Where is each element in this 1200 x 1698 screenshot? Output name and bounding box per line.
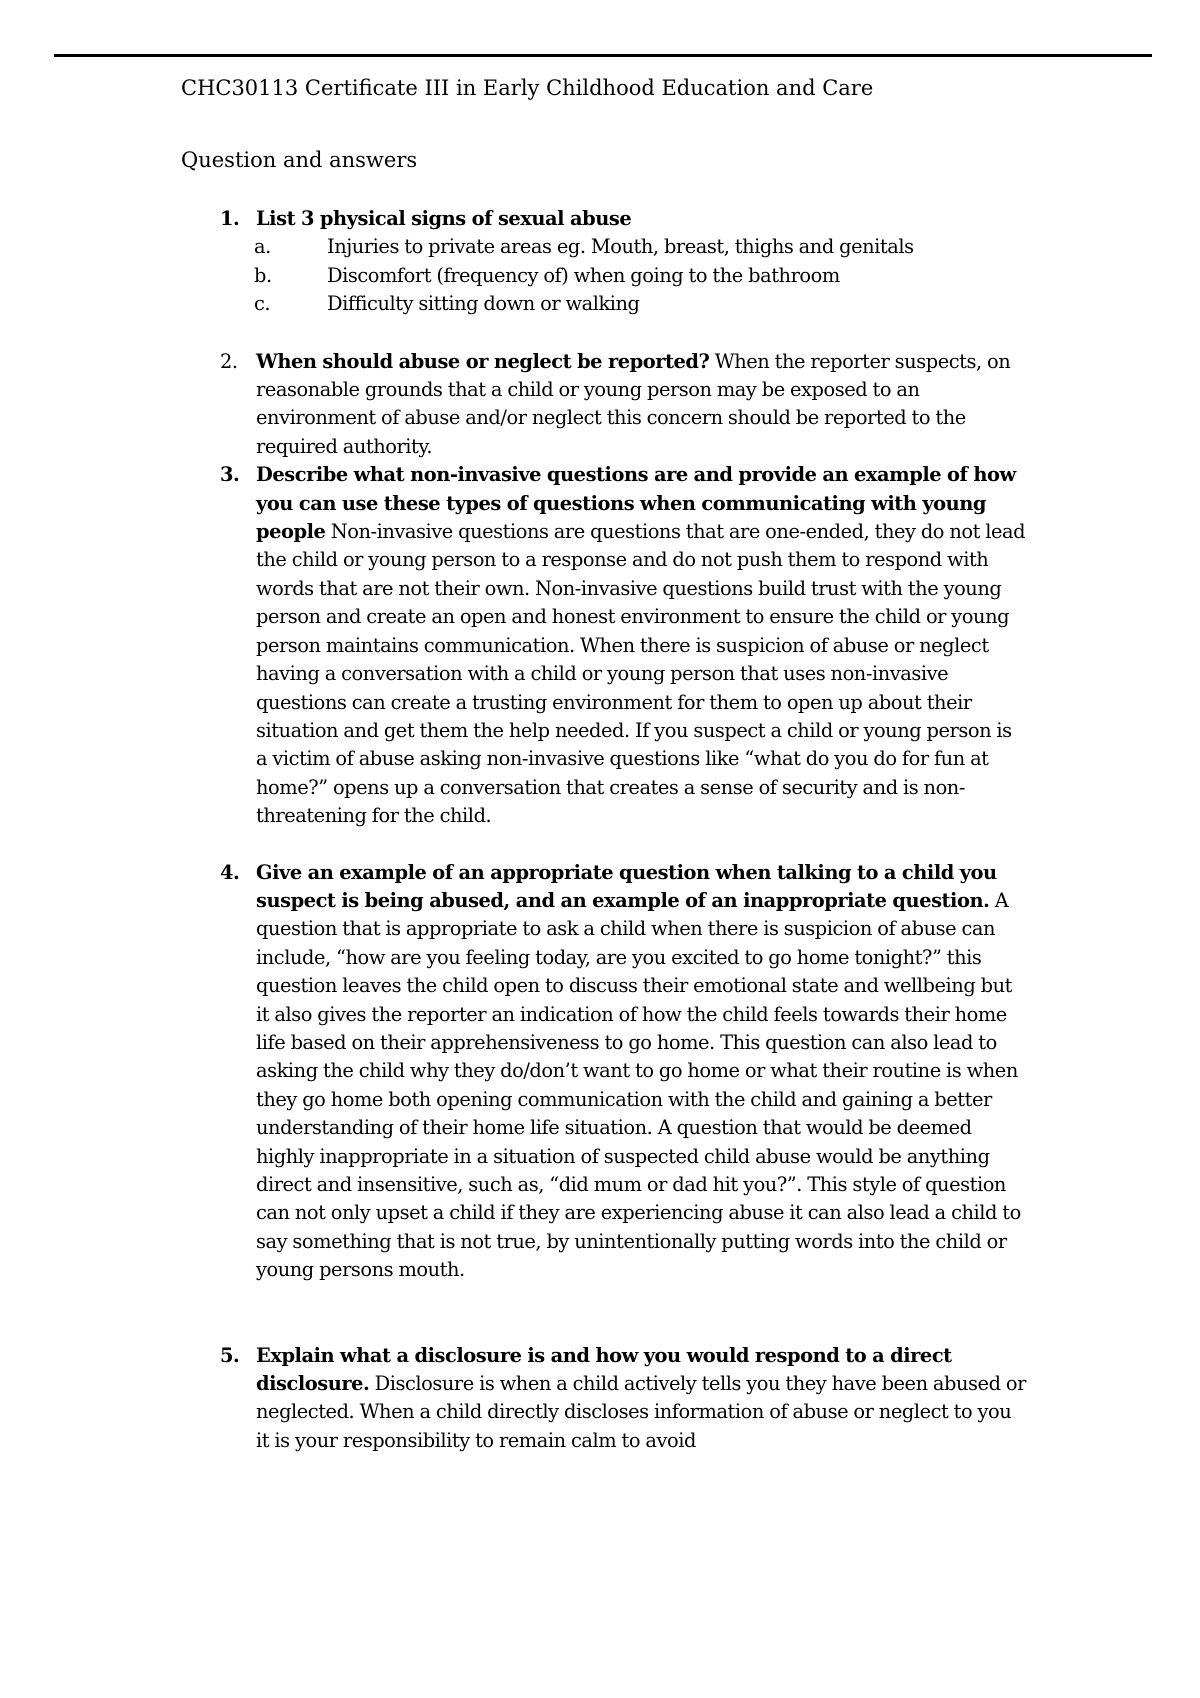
questions-list	[0, 205, 1200, 1455]
list-item-letter: a.	[254, 235, 271, 259]
header-rule	[54, 54, 1152, 57]
question-number: 1.	[220, 207, 240, 230]
question-text	[256, 461, 1026, 830]
question-heading: List 3 physical signs of sexual abuse	[256, 207, 632, 230]
question-text	[256, 205, 1026, 233]
answer-text: Non-invasive questions are questions that are one-ended, they do not lead the child or young person to a response and do not push them to respond with words that are not their own. Non-invasive questions build trust with the young person and create an open and honest environment to ensure the child or young person maintains communication. When there is suspicion of abuse or neglect having a conversation with a child or young person that uses non-invasive questions can create a trusting environment for them to open up about their situation and get them the help needed. If you suspect a child or young person is a victim of abuse asking non-invasive questions like “what do you do for fun at home?” opens up a conversation that creates a sense of security and is non-threatening for the child.	[256, 520, 1026, 828]
question-text	[256, 859, 1026, 1285]
list-item	[254, 290, 1026, 318]
question-item-3	[0, 461, 1026, 830]
document-title: CHC30113 Certificate III in Early Childhood Education and Care	[181, 76, 874, 100]
question-item-4	[0, 859, 1026, 1285]
question-number: 2.	[220, 349, 238, 373]
document-subtitle: Question and answers	[181, 148, 418, 172]
list-item	[254, 262, 1026, 290]
list-item-text: Discomfort (frequency of) when going to the bathroom	[327, 263, 840, 287]
question-item-2	[0, 348, 1026, 462]
list-item	[254, 233, 1026, 261]
question-text	[256, 1342, 1026, 1456]
answer-text: A question that is appropriate to ask a child when there is suspicion of abuse can include, “how are you feeling today, are you excited to go home tonight?” this question leaves the child open to discuss their emotional state and wellbeing but it also gives the reporter an indication of how the child feels towards their home life based on their apprehensiveness to go home. This question can also lead to asking the child why they do/don’t want to go home or what their routine is when they go home both opening communication with the child and gaining a better understanding of their home life situation. A question that would be deemed highly inappropriate in a situation of suspected child abuse would be anything direct and insensitive, such as, “did mum or dad hit you?”. This style of question can not only upset a child if they are experiencing abuse it can also lead a child to say something that is not true, by unintentionally putting words into the child or young persons mouth.	[256, 888, 1021, 1282]
answer-text: Disclosure is when a child actively tells you they have been abused or neglected. When a child directly discloses information of abuse or neglect to you it is your responsibility to remain calm to avoid	[256, 1372, 1026, 1452]
question-number: 4.	[220, 860, 240, 884]
list-item-text: Difficulty sitting down or walking	[327, 292, 640, 316]
question-heading: Give an example of an appropriate question when talking to a child you suspect is being abused, and an example of an inappropriate question.	[256, 860, 997, 912]
question-heading: Explain what a disclosure is and how you would respond to a direct disclosure.	[256, 1343, 952, 1396]
answer-text: When the reporter suspects, on reasonable grounds that a child or young person may be exposed to an environment of abuse and/or neglect this concern should be reported to the required authority.	[256, 349, 1011, 458]
answer-sublist	[256, 233, 1026, 318]
question-text	[256, 348, 1026, 462]
question-item-5	[0, 1342, 1026, 1456]
question-heading: Describe what non-invasive questions are and provide an example of how you can use these types of questions when communicating with young people	[256, 463, 1016, 544]
list-item-letter: c.	[254, 292, 271, 316]
list-item-text: Injuries to private areas eg. Mouth, breast, thighs and genitals	[327, 235, 914, 259]
question-number: 5.	[220, 1343, 240, 1367]
list-item-letter: b.	[254, 263, 272, 287]
question-heading: When should abuse or neglect be reported?	[256, 349, 710, 373]
question-number: 3.	[220, 463, 240, 487]
question-item-1	[0, 205, 1026, 319]
